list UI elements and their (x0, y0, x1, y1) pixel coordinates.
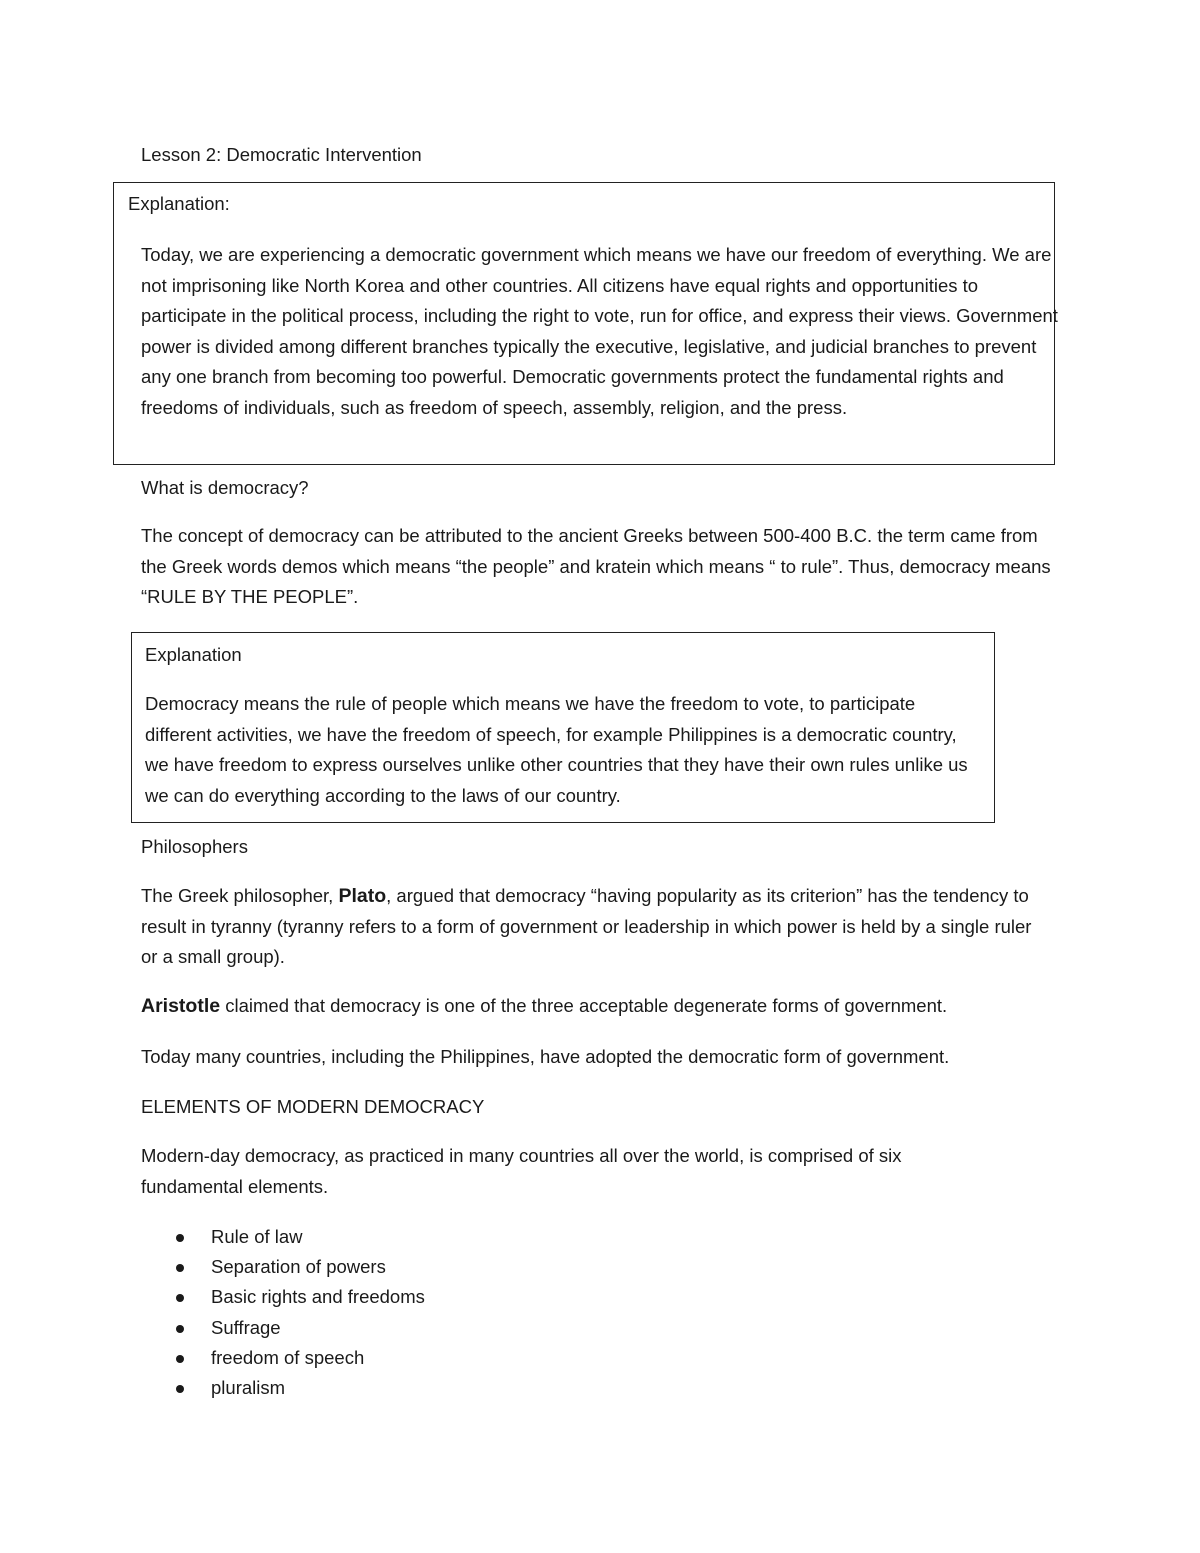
explanation-box-1-heading: Explanation: (128, 193, 230, 214)
philosophers-heading: Philosophers (141, 836, 248, 857)
explanation-box-1-body (141, 240, 1061, 423)
list-item: Basic rights and freedoms (141, 1282, 425, 1312)
today-paragraph: Today many countries, including the Philippines, have adopted the democratic form of government. (141, 1046, 950, 1067)
explanation-box-2-heading: Explanation (145, 644, 242, 665)
elements-intro-text: Modern-day democracy, as practiced in many countries all over the world, is comprised of six fundamental elements. (141, 1145, 902, 1197)
elements-intro (141, 1141, 1001, 1202)
list-item: freedom of speech (141, 1343, 425, 1373)
elements-list (141, 1222, 425, 1403)
list-item: Separation of powers (141, 1252, 425, 1282)
bullet-icon (176, 1234, 184, 1242)
plato-prefix: The Greek philosopher, (141, 885, 339, 906)
what-is-democracy-text: The concept of democracy can be attributed to the ancient Greeks between 500-400 B.C. the term came from the Greek words demos which means “the people” and kratein which means “ to rule”. Thus, democracy means “RULE BY THE PEOPLE”. (141, 525, 1051, 607)
plato-paragraph (141, 881, 1041, 973)
elements-heading: ELEMENTS OF MODERN DEMOCRACY (141, 1096, 485, 1117)
explanation-box-2-body (145, 689, 985, 811)
aristotle-rest: claimed that democracy is one of the three acceptable degenerate forms of government. (220, 995, 948, 1016)
aristotle-name: Aristotle (141, 995, 221, 1017)
what-is-democracy-body (141, 521, 1061, 613)
plato-rest: , argued that democracy “having popularity as its criterion” has the tendency to result in tyranny (tyranny refers to a form of government or leadership in which power is held by a single ruler or a small group). (141, 885, 1032, 967)
explanation-box-1-text: Today, we are experiencing a democratic government which means we have our freedom of everything. We are not imprisoning like North Korea and other countries. All citizens have equal rights and opportunities to participate in the political process, including the right to vote, run for office, and express their views. Government power is divided among different branches typically the executive, legislative, and judicial branches to prevent any one branch from becoming too powerful. Democratic governments protect the fundamental rights and freedoms of individuals, such as freedom of speech, assembly, religion, and the press. (141, 244, 1058, 418)
plato-name: Plato (338, 885, 387, 907)
bullet-icon (176, 1294, 184, 1302)
what-is-democracy-heading: What is democracy? (141, 477, 309, 498)
list-item: Rule of law (141, 1222, 425, 1252)
bullet-icon (176, 1355, 184, 1363)
bullet-icon (176, 1325, 184, 1333)
bullet-icon (176, 1264, 184, 1272)
list-item: Suffrage (141, 1313, 425, 1343)
aristotle-paragraph (141, 991, 1081, 1022)
bullet-icon (176, 1385, 184, 1393)
explanation-box-2-text: Democracy means the rule of people which means we have the freedom to vote, to participate different activities, we have the freedom of speech, for example Philippines is a democratic country, we have freedom to express ourselves unlike other countries that they have their own rules unlike us we can do everything according to the laws of our country. (145, 693, 968, 806)
lesson-title: Lesson 2: Democratic Intervention (141, 144, 422, 165)
list-item: pluralism (141, 1373, 425, 1403)
